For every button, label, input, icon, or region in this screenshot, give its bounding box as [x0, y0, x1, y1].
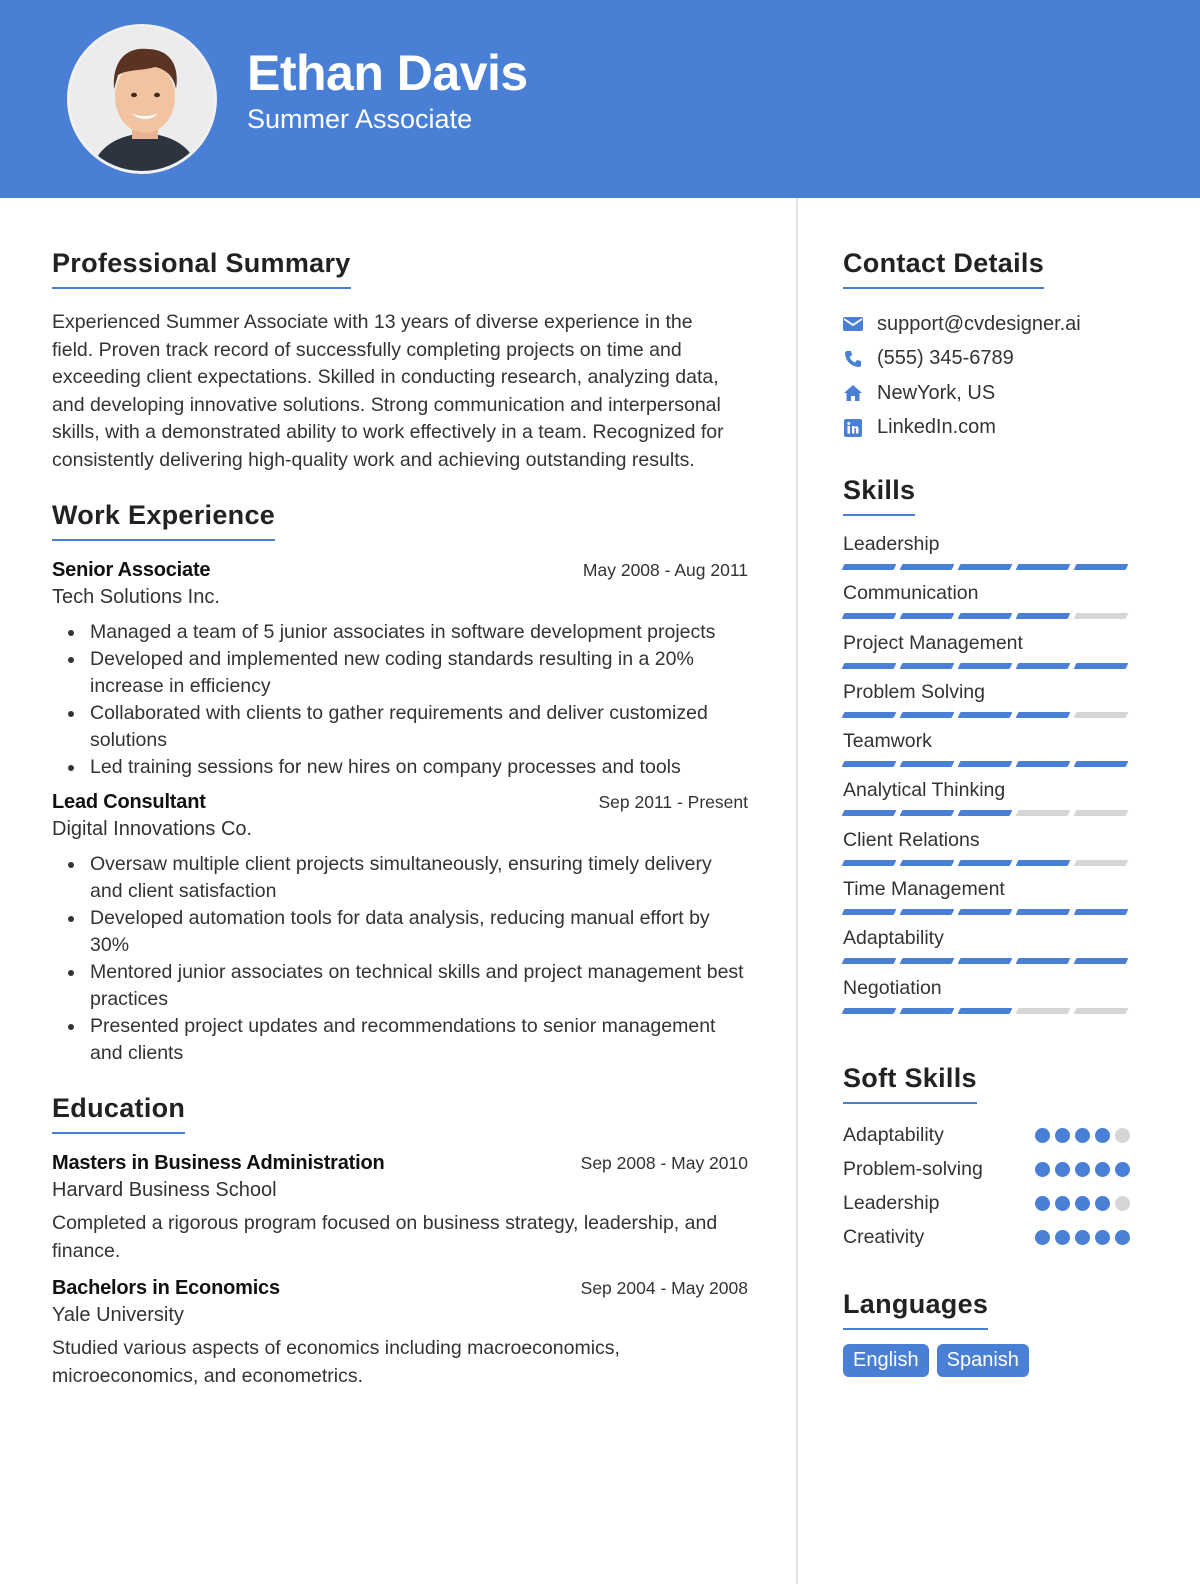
skill-row — [843, 532, 1143, 581]
soft-skill-row — [843, 1186, 1143, 1220]
summary-heading: Professional Summary — [52, 248, 351, 289]
skill-name: Teamwork — [843, 730, 932, 753]
skill-name: Analytical Thinking — [843, 779, 1006, 802]
rating-dot — [1095, 1196, 1110, 1211]
skill-level-segment — [900, 810, 955, 816]
soft-skill-name: Problem-solving — [843, 1157, 983, 1180]
rating-dot — [1115, 1128, 1130, 1143]
experience-section — [52, 500, 748, 1067]
skill-level-bar — [843, 663, 1143, 669]
skill-name: Leadership — [843, 533, 940, 555]
skill-level-segment — [1074, 958, 1129, 964]
education-section — [52, 1093, 748, 1390]
rating-dot — [1075, 1162, 1090, 1177]
skill-level-segment — [1016, 810, 1071, 816]
soft-skill-row — [843, 1118, 1143, 1152]
header-banner — [0, 0, 1200, 198]
skill-level-segment — [1074, 613, 1129, 619]
skill-name: Adaptability — [843, 927, 944, 950]
job-bullet: Oversaw multiple client projects simultaneously, ensuring timely delivery and client satisfaction — [90, 851, 748, 905]
skill-level-segment — [1016, 564, 1071, 570]
languages-list — [843, 1344, 1143, 1377]
skill-level-segment — [1074, 909, 1129, 915]
experience-heading: Work Experience — [52, 500, 275, 541]
contact-linkedin[interactable] — [843, 411, 1143, 446]
skill-level-segment — [900, 564, 955, 570]
skill-level-segment — [842, 613, 897, 619]
contact-phone[interactable] — [843, 342, 1143, 377]
soft-skill-name: Adaptability — [843, 1123, 944, 1146]
summary-text: Experienced Summer Associate with 13 years of diverse experience in the field. Proven track record of successfully completing projects on time and exceeding client expectations. Skilled in conducting research, analyzing data, and developing innovative solutions. Strong communication and interpersonal skills, with a demonstrated ability to work effectively in a team. Recognized for consistently delivering high-quality work and achieving outstanding results. — [52, 311, 724, 471]
skill-row — [843, 877, 1143, 926]
skill-level-segment — [842, 909, 897, 915]
skill-row — [843, 581, 1143, 630]
skill-level-segment — [1074, 860, 1129, 866]
skill-level-segment — [900, 909, 955, 915]
rating-dot — [1055, 1162, 1070, 1177]
skill-name: Communication — [843, 582, 979, 605]
soft-skills-heading: Soft Skills — [843, 1063, 977, 1104]
skill-row — [843, 729, 1143, 778]
skill-level-segment — [900, 1008, 955, 1014]
job-bullets — [52, 619, 748, 781]
skill-level-segment — [958, 909, 1013, 915]
job-date: May 2008 - Aug 2011 — [582, 560, 748, 580]
job-entry — [52, 791, 748, 1067]
soft-skill-name: Creativity — [843, 1226, 925, 1249]
skill-level-segment — [842, 712, 897, 718]
skill-level-segment — [900, 613, 955, 619]
skill-row — [843, 828, 1143, 877]
school-name: Harvard Business School — [52, 1179, 277, 1201]
soft-skill-rating — [1035, 1162, 1143, 1177]
skill-level-segment — [900, 860, 955, 866]
skill-level-segment — [842, 761, 897, 767]
skill-level-segment — [1074, 1008, 1129, 1014]
soft-skill-rating — [1035, 1128, 1143, 1143]
skill-level-bar — [843, 810, 1143, 816]
rating-dot — [1035, 1162, 1050, 1177]
skill-level-segment — [1074, 810, 1129, 816]
contact-section — [843, 248, 1143, 445]
skill-level-segment — [958, 663, 1013, 669]
job-bullet: Presented project updates and recommendations to senior management and clients — [90, 1013, 748, 1067]
job-bullet: Developed automation tools for data analysis, reducing manual effort by 30% — [90, 905, 748, 959]
skill-name: Negotiation — [843, 976, 942, 999]
rating-dot — [1035, 1128, 1050, 1143]
skill-level-segment — [958, 810, 1013, 816]
education-description: Completed a rigorous program focused on business strategy, leadership, and finance. — [52, 1212, 718, 1262]
rating-dot — [1075, 1196, 1090, 1211]
skill-level-bar — [843, 564, 1143, 570]
soft-skill-row — [843, 1152, 1143, 1186]
languages-section — [843, 1289, 1143, 1377]
skills-section — [843, 475, 1143, 1025]
skill-level-bar — [843, 909, 1143, 915]
soft-skills-section — [843, 1063, 1143, 1255]
skill-level-bar — [843, 1008, 1143, 1014]
soft-skills-list — [843, 1118, 1143, 1255]
skill-level-bar — [843, 761, 1143, 767]
contact-location — [843, 376, 1143, 411]
rating-dot — [1055, 1196, 1070, 1211]
soft-skill-rating — [1035, 1230, 1143, 1245]
envelope-icon — [843, 314, 863, 334]
skill-level-segment — [842, 1008, 897, 1014]
soft-skill-name: Leadership — [843, 1191, 940, 1214]
skill-level-bar — [843, 613, 1143, 619]
job-company: Digital Innovations Co. — [52, 818, 253, 840]
skill-name: Problem Solving — [843, 680, 985, 703]
education-heading: Education — [52, 1093, 185, 1134]
rating-dot — [1115, 1196, 1130, 1211]
skill-row — [843, 976, 1143, 1025]
skill-name: Time Management — [843, 878, 1005, 901]
skill-level-segment — [900, 663, 955, 669]
rating-dot — [1035, 1196, 1050, 1211]
skill-level-segment — [958, 613, 1013, 619]
home-icon — [843, 383, 863, 403]
soft-skill-rating — [1035, 1196, 1143, 1211]
summary-section — [52, 248, 748, 474]
sidebar-column — [843, 248, 1143, 1401]
rating-dot — [1075, 1230, 1090, 1245]
skill-row — [843, 926, 1143, 975]
education-entry — [52, 1152, 748, 1265]
job-date: Sep 2011 - Present — [598, 792, 748, 812]
skill-level-segment — [1074, 761, 1129, 767]
skill-level-segment — [958, 564, 1013, 570]
job-title: Senior Associate — [52, 559, 211, 581]
contact-heading: Contact Details — [843, 248, 1044, 289]
skill-level-segment — [1016, 958, 1071, 964]
skill-level-segment — [1074, 712, 1129, 718]
rating-dot — [1075, 1128, 1090, 1143]
skill-row — [843, 778, 1143, 827]
job-title: Lead Consultant — [52, 791, 206, 813]
rating-dot — [1095, 1162, 1110, 1177]
skills-heading: Skills — [843, 475, 915, 516]
job-bullet: Collaborated with clients to gather requirements and deliver customized solutions — [90, 700, 748, 754]
rating-dot — [1055, 1230, 1070, 1245]
education-description: Studied various aspects of economics including macroeconomics, microeconomics, and econometrics. — [52, 1337, 620, 1387]
school-name: Yale University — [52, 1304, 184, 1326]
skill-level-segment — [1016, 1008, 1071, 1014]
profile-photo-icon — [70, 27, 217, 174]
degree-title: Bachelors in Economics — [52, 1277, 280, 1299]
skill-level-segment — [842, 860, 897, 866]
education-date: Sep 2004 - May 2008 — [580, 1278, 748, 1298]
languages-heading: Languages — [843, 1289, 988, 1330]
skill-row — [843, 631, 1143, 680]
job-entry — [52, 559, 748, 781]
linkedin-icon — [843, 418, 863, 438]
skill-level-bar — [843, 958, 1143, 964]
job-bullet: Developed and implemented new coding standards resulting in a 20% increase in efficiency — [90, 646, 748, 700]
language-badge: English — [843, 1344, 929, 1377]
skill-level-segment — [1016, 712, 1071, 718]
contact-email[interactable] — [843, 307, 1143, 342]
main-column — [52, 248, 748, 1414]
job-bullets — [52, 851, 748, 1067]
rating-dot — [1095, 1230, 1110, 1245]
skill-level-segment — [842, 810, 897, 816]
column-divider — [796, 198, 798, 1584]
job-company: Tech Solutions Inc. — [52, 586, 220, 608]
job-bullet: Mentored junior associates on technical skills and project management best practices — [90, 959, 748, 1013]
skill-level-segment — [1016, 663, 1071, 669]
skill-level-segment — [1016, 613, 1071, 619]
skill-level-segment — [1016, 909, 1071, 915]
avatar — [67, 24, 217, 174]
rating-dot — [1095, 1128, 1110, 1143]
skill-level-segment — [958, 958, 1013, 964]
rating-dot — [1115, 1230, 1130, 1245]
skill-name: Client Relations — [843, 828, 980, 851]
education-entry — [52, 1277, 748, 1390]
skill-level-segment — [1074, 663, 1129, 669]
skill-level-segment — [842, 564, 897, 570]
soft-skill-row — [843, 1221, 1143, 1255]
education-date: Sep 2008 - May 2010 — [580, 1153, 748, 1173]
skill-level-segment — [900, 958, 955, 964]
rating-dot — [1035, 1230, 1050, 1245]
language-badge: Spanish — [937, 1344, 1029, 1377]
skill-name: Project Management — [843, 631, 1023, 654]
job-bullet: Led training sessions for new hires on company processes and tools — [90, 754, 748, 781]
phone-icon — [843, 349, 863, 369]
rating-dot — [1115, 1162, 1130, 1177]
skills-list — [843, 532, 1143, 1025]
rating-dot — [1055, 1128, 1070, 1143]
candidate-name: Ethan Davis — [247, 45, 528, 101]
skill-level-segment — [958, 761, 1013, 767]
degree-title: Masters in Business Administration — [52, 1152, 385, 1174]
skill-level-segment — [900, 712, 955, 718]
contact-linkedin-text: LinkedIn.com — [877, 416, 996, 439]
skill-level-segment — [842, 663, 897, 669]
candidate-title: Summer Associate — [247, 104, 473, 134]
contact-email-text: support@cvdesigner.ai — [877, 312, 1081, 335]
contact-location-text: NewYork, US — [877, 381, 996, 404]
skill-level-segment — [958, 712, 1013, 718]
skill-level-segment — [1016, 761, 1071, 767]
skill-level-bar — [843, 860, 1143, 866]
skill-level-segment — [900, 761, 955, 767]
skill-level-bar — [843, 712, 1143, 718]
skill-row — [843, 680, 1143, 729]
skill-level-segment — [1016, 860, 1071, 866]
skill-level-segment — [958, 860, 1013, 866]
skill-level-segment — [1074, 564, 1129, 570]
skill-level-segment — [842, 958, 897, 964]
job-bullet: Managed a team of 5 junior associates in software development projects — [90, 619, 748, 646]
skill-level-segment — [958, 1008, 1013, 1014]
contact-phone-text: (555) 345-6789 — [877, 347, 1014, 370]
